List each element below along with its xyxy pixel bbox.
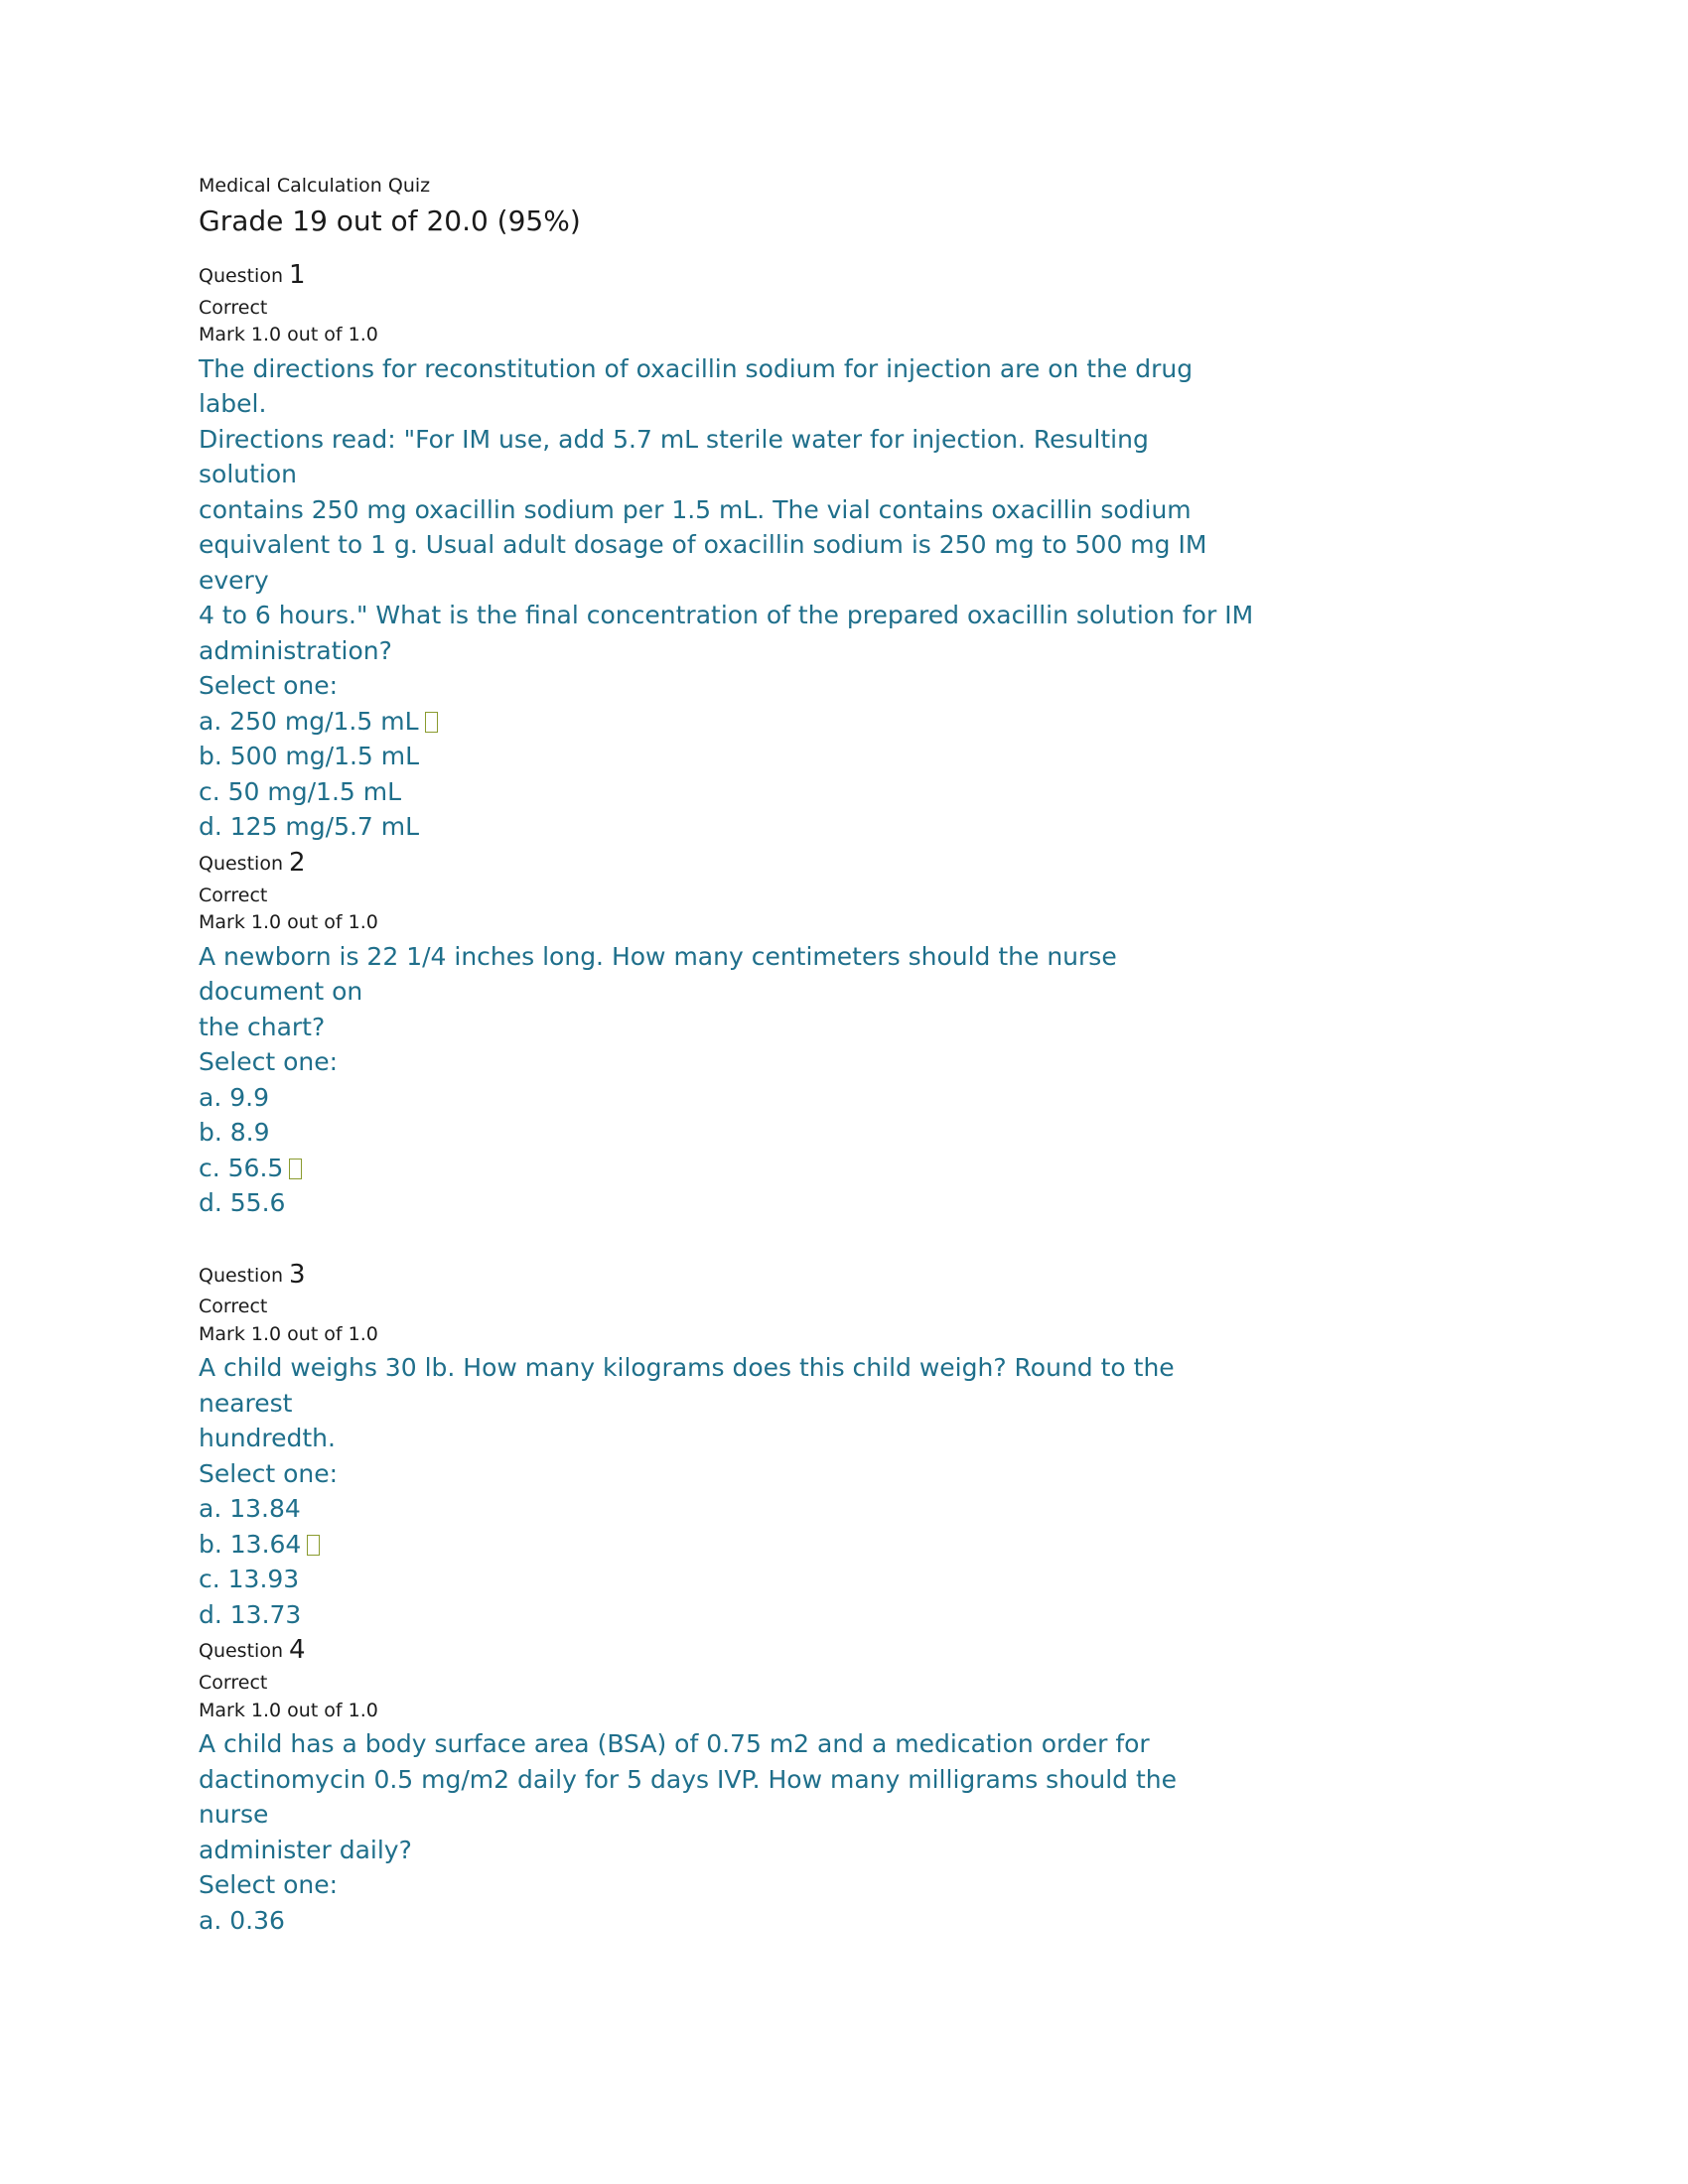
question-number: 4 [289, 1635, 306, 1666]
question-number: 3 [289, 1259, 306, 1290]
question-number: 2 [289, 847, 306, 878]
answer-option-label: a. 0.36 [199, 1905, 285, 1935]
question-heading [199, 845, 1509, 883]
select-one-label: Select one: [199, 671, 339, 701]
question-text-line: A child has a body surface area (BSA) of 0.75 m2 and a medication order for [199, 1729, 1150, 1759]
question-text-line: label. [199, 389, 267, 419]
selected-answer-icon [425, 712, 438, 733]
question-block [199, 1257, 1509, 1633]
question-block [199, 845, 1509, 1221]
answer-option-label: d. 55.6 [199, 1188, 286, 1218]
question-status: Correct [199, 296, 268, 319]
question-heading [199, 1632, 1509, 1670]
answer-option[interactable] [199, 774, 1509, 810]
question-text [199, 1350, 1509, 1456]
question-text-line: solution [199, 460, 297, 489]
answer-option[interactable] [199, 1151, 1509, 1186]
selected-answer-icon [289, 1159, 302, 1179]
question-text-line: nurse [199, 1800, 269, 1830]
select-one-label: Select one: [199, 1458, 339, 1488]
question-word: Question [199, 265, 290, 288]
question-status: Correct [199, 884, 268, 906]
question-text-line: document on [199, 977, 363, 1007]
question-text-line: A newborn is 22 1/4 inches long. How many centimeters should the nurse [199, 941, 1117, 971]
question-text-line: Directions read: "For IM use, add 5.7 mL sterile water for injection. Resulting [199, 424, 1149, 454]
question-text-line: administer daily? [199, 1835, 412, 1864]
grade-summary: Grade 19 out of 20.0 (95%) [199, 204, 581, 237]
question-text-line: nearest [199, 1388, 293, 1418]
answer-option[interactable] [199, 704, 1509, 740]
question-text [199, 1726, 1509, 1867]
quiz-title: Medical Calculation Quiz [199, 175, 431, 197]
question-text-line: equivalent to 1 g. Usual adult dosage of oxacillin sodium is 250 mg to 500 mg IM [199, 530, 1207, 560]
answer-option[interactable] [199, 1562, 1509, 1597]
question-text-line: administration? [199, 635, 392, 665]
select-one-label: Select one: [199, 1870, 339, 1900]
answer-option-label: c. 56.5 [199, 1153, 284, 1182]
question-text-line: dactinomycin 0.5 mg/m2 daily for 5 days IVP. How many milligrams should the [199, 1764, 1177, 1794]
spacer [199, 1221, 1509, 1257]
question-mark: Mark 1.0 out of 1.0 [199, 1699, 378, 1721]
question-heading [199, 1257, 1509, 1295]
answer-option[interactable] [199, 1903, 1509, 1939]
answer-option[interactable] [199, 1115, 1509, 1151]
answer-option-label: a. 13.84 [199, 1494, 301, 1524]
selected-answer-icon [307, 1535, 320, 1556]
answer-option[interactable] [199, 1491, 1509, 1527]
answer-option-label: a. 9.9 [199, 1082, 269, 1112]
answer-option[interactable] [199, 809, 1509, 845]
answer-option[interactable] [199, 1185, 1509, 1221]
document-content [199, 174, 1509, 1938]
answer-option-label: a. 250 mg/1.5 mL [199, 706, 419, 736]
answer-option-label: b. 13.64 [199, 1529, 302, 1559]
question-text-line: every [199, 565, 269, 595]
question-mark: Mark 1.0 out of 1.0 [199, 324, 378, 346]
question-status: Correct [199, 1296, 268, 1318]
answer-option[interactable] [199, 1527, 1509, 1563]
question-block [199, 257, 1509, 845]
questions-list [199, 257, 1509, 1938]
question-mark: Mark 1.0 out of 1.0 [199, 1322, 378, 1345]
answer-option[interactable] [199, 739, 1509, 774]
question-text [199, 351, 1509, 669]
question-heading [199, 257, 1509, 295]
answer-option[interactable] [199, 1597, 1509, 1633]
answer-option-label: b. 500 mg/1.5 mL [199, 742, 420, 771]
question-text-line: A child weighs 30 lb. How many kilograms does this child weigh? Round to the [199, 1353, 1175, 1383]
question-text-line: the chart? [199, 1012, 326, 1041]
select-one-label: Select one: [199, 1047, 339, 1077]
question-word: Question [199, 1264, 290, 1287]
question-text-line: hundredth. [199, 1424, 336, 1453]
answer-option-label: c. 13.93 [199, 1565, 300, 1594]
question-word: Question [199, 852, 290, 875]
answer-option-label: d. 125 mg/5.7 mL [199, 812, 420, 842]
answer-option-label: d. 13.73 [199, 1599, 302, 1629]
question-block [199, 1632, 1509, 1938]
answer-option-label: c. 50 mg/1.5 mL [199, 776, 402, 806]
question-text-line: The directions for reconstitution of oxacillin sodium for injection are on the drug [199, 353, 1194, 383]
answer-option[interactable] [199, 1080, 1509, 1116]
question-text-line: 4 to 6 hours." What is the final concentration of the prepared oxacillin solution for IM [199, 601, 1254, 630]
question-status: Correct [199, 1672, 268, 1695]
question-number: 1 [289, 260, 306, 291]
question-text-line: contains 250 mg oxacillin sodium per 1.5 mL. The vial contains oxacillin sodium [199, 494, 1192, 524]
answer-option-label: b. 8.9 [199, 1118, 270, 1148]
question-word: Question [199, 1640, 290, 1663]
question-mark: Mark 1.0 out of 1.0 [199, 911, 378, 934]
question-text [199, 939, 1509, 1045]
